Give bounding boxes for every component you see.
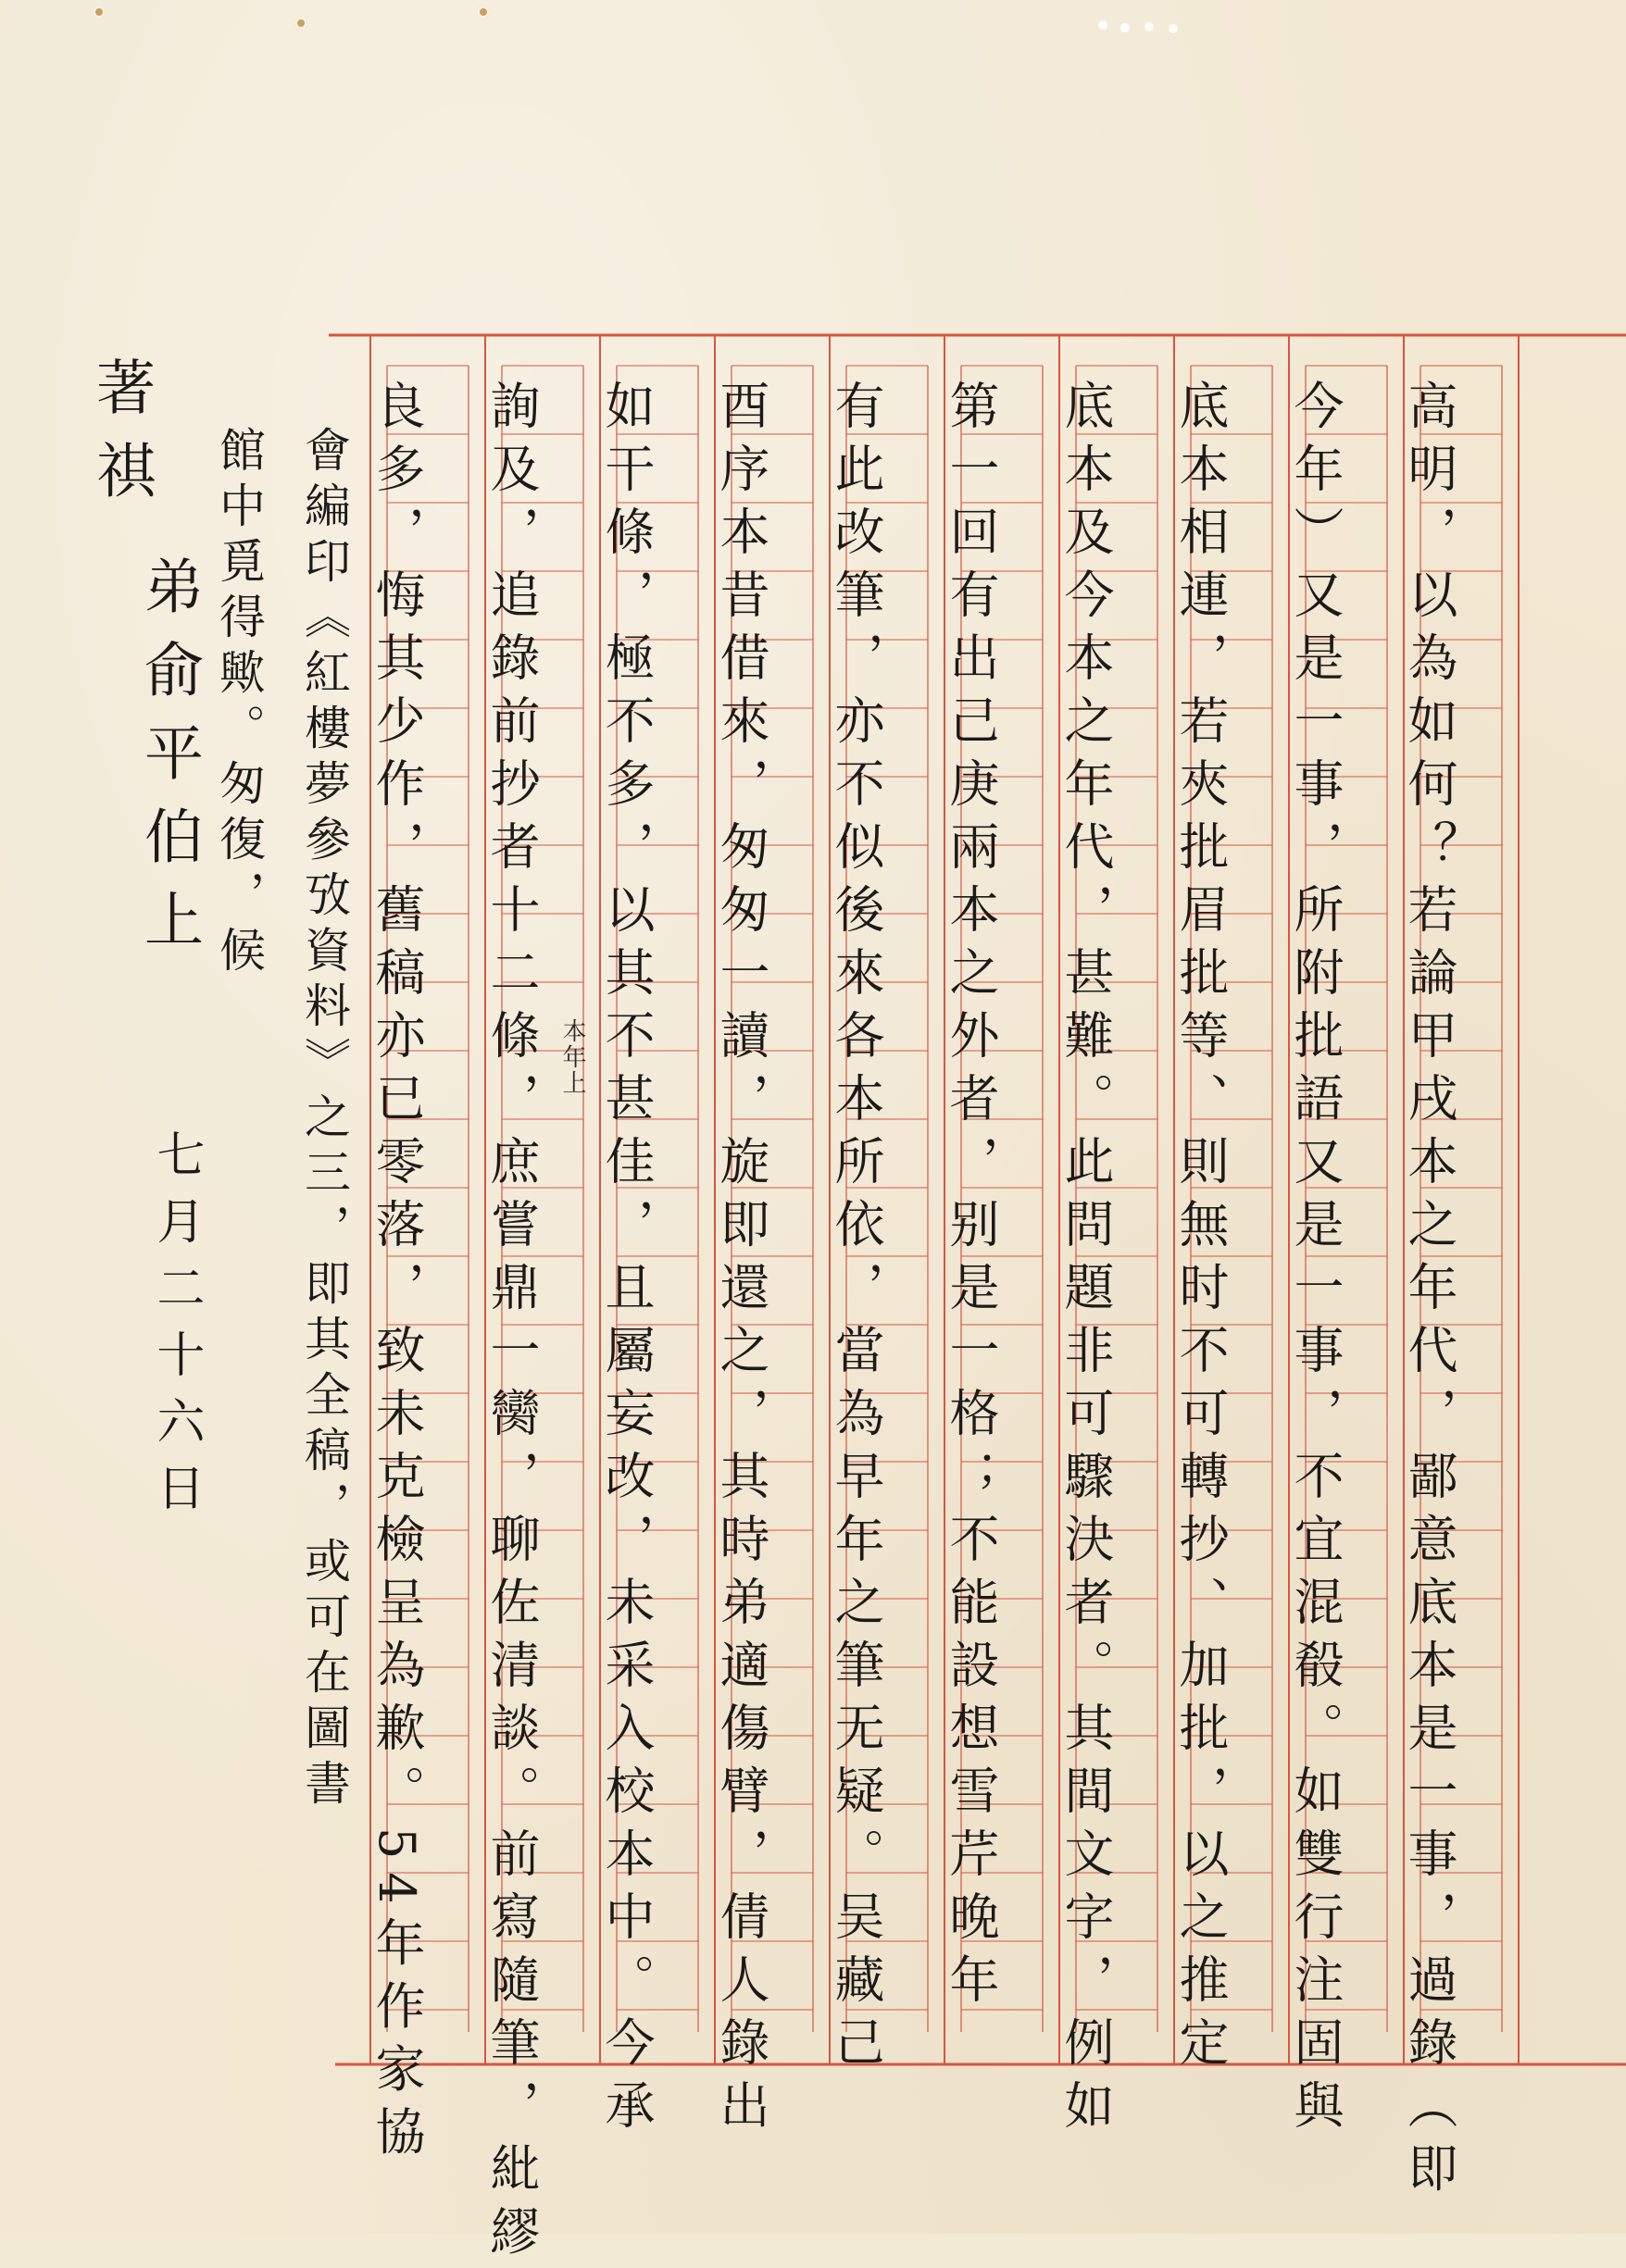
closing-salutation: 著祺	[86, 356, 155, 523]
side-column-2: 館中覓得歟。匆復，候	[212, 426, 266, 981]
body-column-7: 酉序本昔借來，匆匆一讀，旋即還之，其時弟適傷臂，倩人錄出	[712, 380, 770, 2142]
body-column-10: 良多，悔其少作，舊稿亦已零落，致未克檢呈為歉。54年作家協	[368, 380, 426, 2169]
letter-date: 七月二十六日	[148, 1129, 204, 1529]
body-column-9: 詢及，追錄前抄者十二條，庶嘗鼎一臠，聊佐清談。前寫隨筆，紕繆	[482, 380, 541, 2268]
body-column-5: 第一回有出己庚兩本之外者，别是一格；不能設想雪芹晚年	[942, 380, 1000, 2016]
side-column-1: 會編印《紅樓夢參攷資料》之三，即其全稿，或可在圖書	[297, 426, 351, 1814]
insertion-note: 本年上	[558, 1018, 586, 1096]
body-column-4: 底本及今本之年代，甚難。此問題非可驟決者。其間文字，例如	[1057, 380, 1115, 2142]
body-column-2: 今年）又是一事，所附批語又是一事，不宜混殽。如雙行注固與	[1286, 380, 1345, 2142]
body-column-3: 底本相連，若夾批眉批等、則無时不可轉抄、加批，以之推定	[1171, 380, 1230, 2079]
body-column-6: 有此改筆，亦不似後來各本所依，當為早年之筆无疑。吴藏己	[827, 380, 885, 2079]
body-column-8: 如干條，極不多，以其不甚佳，且屬妄改，未采入校本中。今承	[597, 380, 656, 2142]
signature: 弟俞平伯上	[134, 555, 203, 972]
body-column-1: 高明，以為如何？若論甲戌本之年代，鄙意底本是一事，過錄（即	[1400, 380, 1458, 2205]
